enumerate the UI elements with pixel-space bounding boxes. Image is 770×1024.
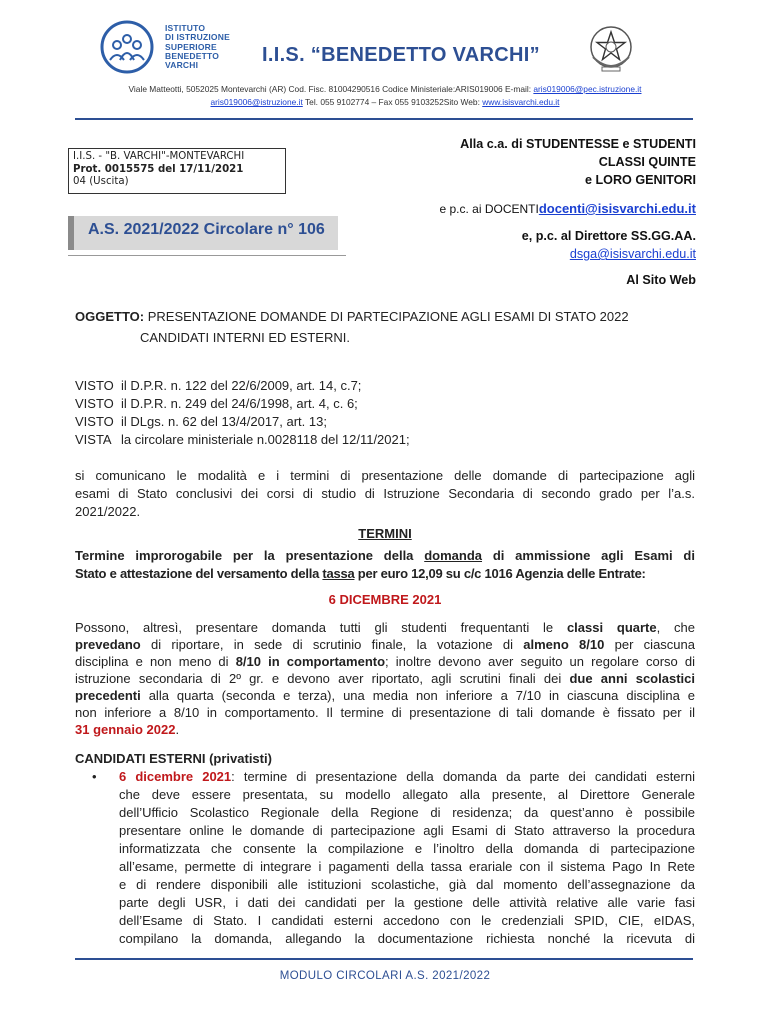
republic-emblem-icon — [588, 23, 634, 73]
protocol-line3: 04 (Uscita) — [73, 176, 129, 188]
termini-domanda: domanda — [424, 548, 483, 563]
esterni-heading: CANDIDATI ESTERNI (privatisti) — [75, 751, 272, 766]
website-link[interactable]: www.isisvarchi.edu.it — [482, 97, 560, 107]
quarte-text: . — [175, 722, 180, 737]
termini-line2 — [75, 566, 695, 581]
quarte-line2 — [75, 637, 695, 652]
visto-3 — [75, 414, 327, 429]
termini-line1 — [75, 548, 695, 563]
visto-value: il D.P.R. n. 122 del 22/6/2009, art. 14, c.7; — [121, 378, 362, 393]
quarte-text: , che — [656, 620, 695, 635]
address-line-2 — [0, 97, 770, 107]
protocol-line1: I.I.S. - "B. VARCHI"-MONTEVARCHI — [73, 151, 245, 162]
school-email-link[interactable]: aris019006@istruzione.it — [210, 97, 303, 107]
quarte-text: di riportare, in sede di scrutinio finale, la votazione di — [140, 637, 524, 652]
quarte-text: alla quarta (seconda e terza), una media non inferiore a 7/10 in ciascuna disciplina e — [140, 688, 695, 703]
quarte-text: disciplina e non meno di — [75, 654, 236, 669]
esterni-line7: e di rendere disponibili alle istituzioni scolastiche, già dal momento dell’assegnazione da — [119, 877, 695, 892]
quarte-line7 — [75, 722, 179, 737]
visto-value: la circolare ministeriale n.0028118 del 12/11/2021; — [121, 432, 410, 447]
quarte-line4 — [75, 671, 695, 686]
protocol-number: Prot. 0015575 del 17/11/2021 — [73, 163, 244, 175]
termini-date: 6 DICEMBRE 2021 — [328, 592, 442, 607]
quarte-line3 — [75, 654, 695, 669]
quarte-text: Possono, altresì, presentare domanda tutti gli studenti frequentanti le — [75, 620, 567, 635]
esterni-line4: presentare online le domande di partecipazione agli Esami di Stato attraverso la procedura — [119, 823, 695, 838]
oggetto — [75, 309, 629, 324]
quarte-text: ; inoltre devono aver seguito un regolare corso di — [385, 654, 696, 669]
quarte-bold: precedenti — [75, 688, 141, 703]
visto-key: VISTO — [75, 378, 114, 393]
quarte-bold: prevedano — [75, 637, 141, 652]
circolare-underline — [68, 255, 346, 256]
logo-text: ISTITUTO DI ISTRUZIONE SUPERIORE BENEDETTO VARCHI — [165, 23, 230, 71]
recipient-line1: Alla c.a. di STUDENTESSE e STUDENTI — [460, 137, 696, 151]
oggetto-line1: PRESENTAZIONE DOMANDE DI PARTECIPAZIONE AGLI ESAMI DI STATO 2022 — [144, 309, 629, 324]
intro-line3: 2021/2022. — [75, 504, 141, 519]
esterni-line9: dell’Esame di Stato. I candidati esterni accedono con le credenziali SPID, CIE, eIDAS, — [119, 913, 695, 928]
termini-text: Stato e attestazione del versamento della — [75, 566, 323, 581]
footer-text: MODULO CIRCOLARI A.S. 2021/2022 — [279, 970, 491, 982]
esterni-line2: che deve essere presentata, su modello allegato alla presente, al Direttore Generale — [119, 787, 695, 802]
visto-2 — [75, 396, 358, 411]
school-name: I.I.S. “BENEDETTO VARCHI” — [262, 44, 540, 66]
recipient-dsga: e, p.c. al Direttore SS.GG.AA. — [521, 229, 696, 243]
esterni-line6: all’esame, permette di integrare i pagamenti della tassa erariale con il sistema Pago In Rete — [119, 859, 695, 874]
esterni-date: 6 dicembre 2021 — [119, 769, 232, 784]
vista-4 — [75, 432, 410, 447]
intro-line1: si comunicano le modalità e i termini di presentazione delle domande di partecipazione agli — [75, 468, 695, 483]
visto-1 — [75, 378, 361, 393]
termini-heading: TERMINI — [358, 526, 412, 541]
termini-text: Termine improrogabile per la presentazione della — [75, 548, 425, 563]
visto-key: VISTO — [75, 396, 114, 411]
termini-text: di ammissione agli Esami di — [482, 548, 695, 563]
visto-value: il D.P.R. n. 249 del 24/6/1998, art. 4, c. 6; — [121, 396, 358, 411]
bullet-icon: • — [92, 769, 97, 784]
esterni-line8: parte degli USR, i dati dei candidati per la gestione delle attività relative alle varie fasi — [119, 895, 695, 910]
phone-text: Tel. 055 9102774 – Fax 055 9103252Sito Web: — [302, 97, 483, 107]
circolare-title: A.S. 2021/2022 Circolare n° 106 — [88, 221, 325, 238]
oggetto-line2: CANDIDATI INTERNI ED ESTERNI. — [140, 330, 350, 345]
docenti-prefix: e p.c. ai DOCENTI — [439, 202, 539, 216]
address-text: Viale Matteotti, 5052025 Montevarchi (AR) Cod. Fisc. 81004290516 Codice Ministeriale:ARIS019006 E-mail: — [128, 84, 534, 94]
visto-key: VISTA — [75, 432, 112, 447]
recipient-line3: e LORO GENITORI — [584, 173, 696, 187]
esterni-line5: informatizzata che consente la compilazione e l’inoltro della domanda di partecipazione — [119, 841, 695, 856]
quarte-bold: classi quarte — [566, 620, 657, 635]
esterni-line3: dell’Ufficio Scolastico Regionale della Regione di residenza; da quest’anno è possibile — [119, 805, 695, 820]
recipient-docenti — [439, 201, 696, 216]
esterni-line10: compilano la domanda, allegando la documentazione richiesta nonché la ricevuta di — [119, 931, 695, 946]
quarte-line1 — [75, 620, 695, 635]
intro-line2: esami di Stato conclusivi dei corsi di studio di Istruzione Secondaria di secondo grado per l’a.s. — [75, 486, 695, 501]
protocol-stamp — [68, 148, 286, 194]
pec-email-link[interactable]: aris019006@pec.istruzione.it — [533, 84, 642, 94]
quarte-bold: due anni scolastici — [569, 671, 695, 686]
oggetto-label: OGGETTO: — [75, 309, 145, 324]
recipient-line2: CLASSI QUINTE — [598, 155, 696, 169]
address-line-1 — [0, 84, 770, 94]
docenti-email-link[interactable]: docenti@isisvarchi.edu.it — [538, 201, 696, 216]
header-divider — [75, 118, 693, 120]
footer-divider — [75, 958, 693, 960]
quarte-text: per ciascuna — [604, 637, 695, 652]
esterni-line1 — [119, 769, 695, 784]
quarte-line5 — [75, 688, 695, 703]
visto-key: VISTO — [75, 414, 114, 429]
termini-tassa: tassa — [322, 566, 355, 581]
quarte-line6: non inferiore a 8/10 in comportamento. Il termine di presentazione di tali domande è fissato per il — [75, 705, 695, 720]
quarte-deadline: 31 gennaio 2022 — [75, 722, 176, 737]
termini-text: per euro 12,09 su c/c 1016 Agenzia delle Entrate: — [354, 566, 646, 581]
quarte-bold: 8/10 in comportamento — [235, 654, 386, 669]
quarte-bold: almeno 8/10 — [523, 637, 605, 652]
dsga-email-link[interactable]: dsga@isisvarchi.edu.it — [569, 247, 696, 261]
recipient-dsga-email — [570, 247, 696, 261]
recipient-sito: Al Sito Web — [626, 273, 696, 287]
quarte-text: istruzione secondaria di 2º gr. e devono aver riportato, agli scrutini finali dei — [75, 671, 570, 686]
visto-value: il DLgs. n. 62 del 13/4/2017, art. 13; — [121, 414, 327, 429]
esterni-text: : termine di presentazione della domanda da parte dei candidati esterni — [231, 769, 695, 784]
